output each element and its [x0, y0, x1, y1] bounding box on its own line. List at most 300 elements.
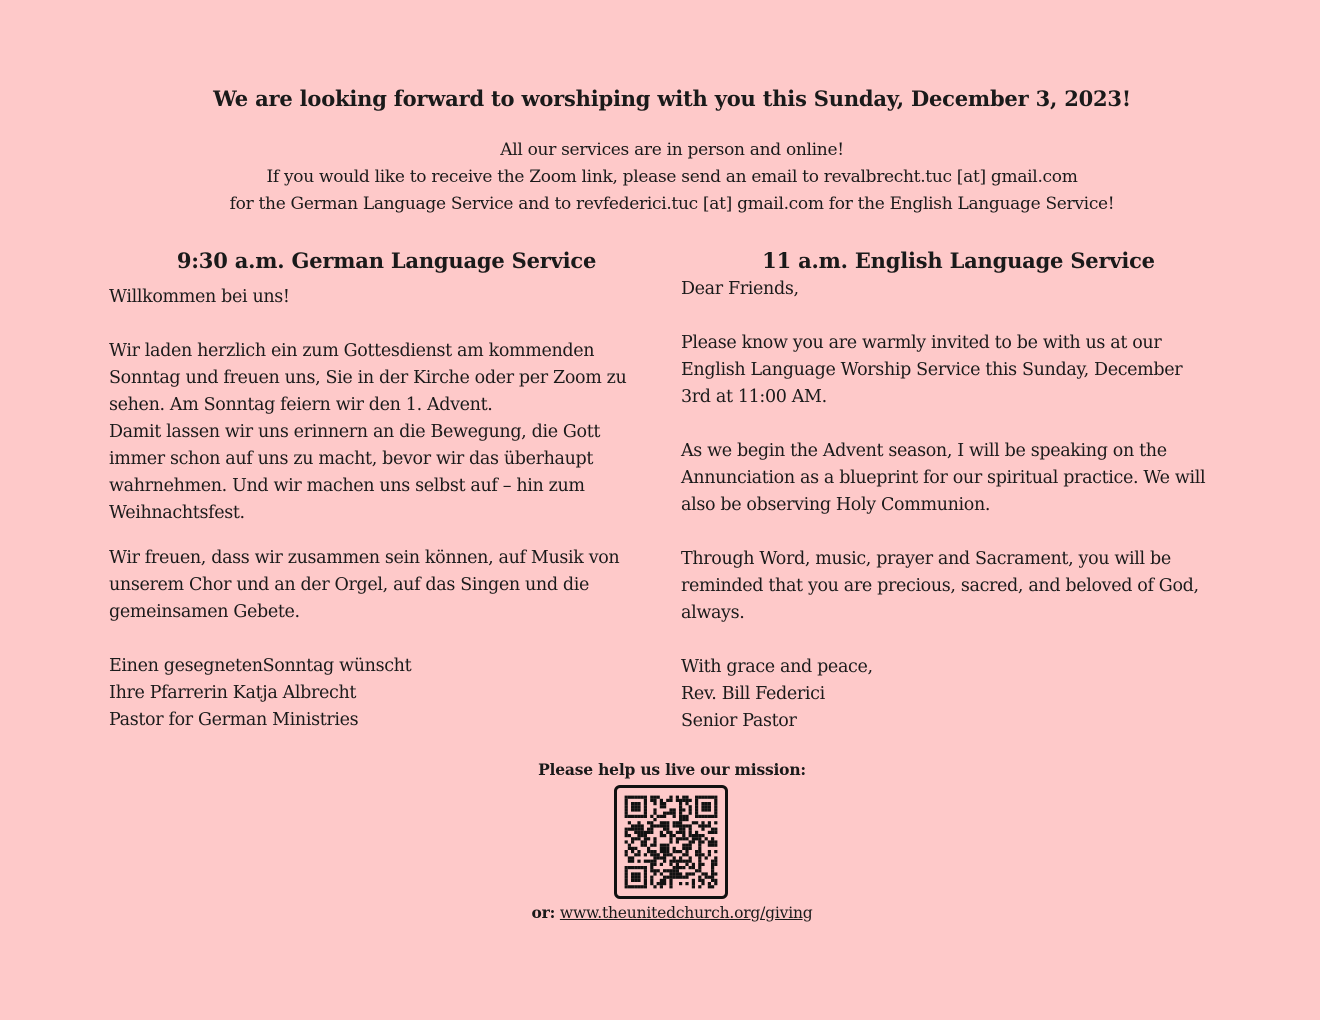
- qr-module: [650, 882, 653, 885]
- qr-module: [653, 840, 656, 843]
- english-text-line: Annunciation as a blueprint for our spiritual practice. We will: [681, 468, 1206, 488]
- qr-module: [689, 860, 692, 863]
- qr-module: [711, 828, 714, 831]
- english-text-line: Through Word, music, prayer and Sacrament, you will be: [681, 549, 1171, 569]
- qr-module: [689, 831, 692, 834]
- qr-module: [647, 821, 650, 824]
- qr-module: [682, 844, 685, 847]
- qr-module: [673, 834, 676, 837]
- qr-module: [625, 885, 628, 888]
- qr-module: [634, 837, 637, 840]
- qr-module: [714, 850, 717, 853]
- qr-module: [669, 812, 672, 815]
- qr-module: [663, 850, 666, 853]
- qr-module: [679, 860, 682, 863]
- qr-module: [685, 860, 688, 863]
- qr-module: [714, 796, 717, 799]
- qr-module: [701, 815, 704, 818]
- qr-module: [634, 815, 637, 818]
- qr-module: [682, 876, 685, 879]
- qr-module: [679, 866, 682, 869]
- qr-module: [669, 840, 672, 843]
- qr-module: [692, 885, 695, 888]
- english-text-line: English Language Worship Service this Sunday, December: [681, 360, 1183, 380]
- qr-module: [634, 831, 637, 834]
- qr-module: [666, 850, 669, 853]
- qr-module: [685, 818, 688, 821]
- qr-module: [644, 872, 647, 875]
- qr-module: [708, 802, 711, 805]
- qr-module: [711, 844, 714, 847]
- qr-module: [714, 844, 717, 847]
- qr-module: [711, 879, 714, 882]
- qr-module: [657, 869, 660, 872]
- qr-module: [663, 821, 666, 824]
- qr-module: [701, 796, 704, 799]
- qr-module: [653, 863, 656, 866]
- qr-module: [637, 805, 640, 808]
- qr-module: [653, 824, 656, 827]
- qr-module: [628, 844, 631, 847]
- qr-module: [625, 815, 628, 818]
- qr-module: [711, 863, 714, 866]
- german-signoff-line: Pastor for German Ministries: [109, 710, 359, 730]
- qr-module: [637, 808, 640, 811]
- qr-module: [685, 799, 688, 802]
- qr-module: [676, 837, 679, 840]
- qr-module: [653, 796, 656, 799]
- german-service-body: [109, 284, 664, 734]
- qr-module: [692, 882, 695, 885]
- qr-module: [634, 879, 637, 882]
- qr-module: [660, 847, 663, 850]
- qr-module: [669, 872, 672, 875]
- qr-module: [689, 799, 692, 802]
- qr-module: [631, 879, 634, 882]
- german-signoff-line: Einen gesegnetenSonntag wünscht: [109, 656, 412, 676]
- qr-module: [705, 837, 708, 840]
- qr-module: [673, 876, 676, 879]
- qr-module: [692, 821, 695, 824]
- qr-module: [641, 866, 644, 869]
- german-text-line: immer schon auf uns zu macht, bevor wir das überhaupt: [109, 449, 594, 469]
- qr-module: [679, 882, 682, 885]
- qr-module: [698, 840, 701, 843]
- german-text-line: Wir laden herzlich ein zum Gottesdienst am kommenden: [109, 341, 595, 361]
- qr-module: [644, 808, 647, 811]
- german-service-column: [109, 246, 664, 734]
- qr-module: [685, 824, 688, 827]
- qr-module: [682, 808, 685, 811]
- qr-module: [625, 812, 628, 815]
- qr-module: [711, 831, 714, 834]
- qr-module: [663, 834, 666, 837]
- qr-module: [692, 872, 695, 875]
- qr-module: [628, 828, 631, 831]
- german-text-line: sehen. Am Sonntag feiern wir den 1. Advent.: [109, 395, 493, 415]
- qr-module: [653, 802, 656, 805]
- qr-module: [660, 802, 663, 805]
- qr-module: [663, 853, 666, 856]
- qr-module: [698, 856, 701, 859]
- qr-module: [701, 808, 704, 811]
- qr-module: [663, 844, 666, 847]
- qr-module: [689, 834, 692, 837]
- german-text-line: wahrnehmen. Und wir machen uns selbst auf – hin zum: [109, 476, 585, 496]
- qr-module: [679, 831, 682, 834]
- qr-module: [679, 828, 682, 831]
- qr-module: [705, 815, 708, 818]
- qr-module: [631, 876, 634, 879]
- qr-module: [673, 856, 676, 859]
- qr-module: [695, 815, 698, 818]
- qr-module: [673, 866, 676, 869]
- qr-module: [682, 796, 685, 799]
- qr-module: [673, 860, 676, 863]
- qr-module: [666, 876, 669, 879]
- qr-module: [669, 837, 672, 840]
- german-text-line: Wir freuen, dass wir zusammen sein können, auf Musik von: [109, 548, 620, 568]
- qr-module: [650, 831, 653, 834]
- qr-module: [666, 828, 669, 831]
- qr-module: [666, 821, 669, 824]
- qr-module: [660, 815, 663, 818]
- qr-module: [637, 834, 640, 837]
- qr-module: [631, 805, 634, 808]
- qr-module: [673, 850, 676, 853]
- qr-module: [714, 879, 717, 882]
- english-signoff-line: Senior Pastor: [681, 711, 797, 731]
- qr-module: [679, 802, 682, 805]
- qr-module: [676, 869, 679, 872]
- qr-module: [663, 824, 666, 827]
- qr-module: [708, 850, 711, 853]
- qr-module: [695, 831, 698, 834]
- qr-module: [689, 805, 692, 808]
- qr-module: [701, 821, 704, 824]
- qr-module: [698, 885, 701, 888]
- qr-module: [682, 847, 685, 850]
- qr-module: [644, 844, 647, 847]
- qr-module: [673, 869, 676, 872]
- qr-module: [663, 812, 666, 815]
- qr-module: [631, 808, 634, 811]
- qr-module: [689, 866, 692, 869]
- qr-module: [695, 799, 698, 802]
- qr-module: [698, 853, 701, 856]
- qr-module: [660, 831, 663, 834]
- qr-module: [625, 805, 628, 808]
- qr-module: [685, 796, 688, 799]
- qr-module: [644, 796, 647, 799]
- qr-module: [708, 885, 711, 888]
- qr-module: [641, 824, 644, 827]
- qr-module: [711, 866, 714, 869]
- qr-module: [669, 799, 672, 802]
- qr-module: [631, 828, 634, 831]
- qr-module: [625, 869, 628, 872]
- qr-module: [666, 812, 669, 815]
- qr-module: [708, 831, 711, 834]
- german-text-line: gemeinsamen Gebete.: [109, 602, 300, 622]
- qr-module: [669, 863, 672, 866]
- qr-module: [679, 837, 682, 840]
- qr-module: [650, 796, 653, 799]
- qr-module: [650, 821, 653, 824]
- qr-module: [705, 805, 708, 808]
- intro-line: for the German Language Service and to revfederici.tuc [at] gmail.com for the English Language Service!: [229, 194, 1115, 214]
- qr-module: [660, 879, 663, 882]
- qr-module: [634, 885, 637, 888]
- qr-module: [647, 828, 650, 831]
- qr-module: [663, 815, 666, 818]
- german-service-title: 9:30 a.m. German Language Service: [176, 248, 597, 273]
- qr-module: [644, 805, 647, 808]
- qr-module: [705, 824, 708, 827]
- qr-module: [644, 799, 647, 802]
- qr-module: [673, 824, 676, 827]
- qr-module: [650, 869, 653, 872]
- qr-module: [650, 824, 653, 827]
- qr-module: [663, 882, 666, 885]
- qr-module: [685, 850, 688, 853]
- qr-module: [634, 808, 637, 811]
- qr-module: [695, 869, 698, 872]
- qr-module: [631, 866, 634, 869]
- intro-line: If you would like to receive the Zoom link, please send an email to revalbrecht.tuc [at] gmail.com: [266, 167, 1078, 187]
- qr-module: [631, 847, 634, 850]
- qr-module: [701, 802, 704, 805]
- german-text-line: Weihnachtsfest.: [109, 503, 245, 523]
- qr-module: [625, 882, 628, 885]
- qr-module: [660, 834, 663, 837]
- qr-module: [663, 828, 666, 831]
- qr-module: [653, 885, 656, 888]
- qr-module: [698, 837, 701, 840]
- qr-module: [663, 879, 666, 882]
- qr-module: [698, 844, 701, 847]
- qr-module: [689, 856, 692, 859]
- giving-line: [0, 903, 1320, 922]
- qr-module: [637, 866, 640, 869]
- qr-module: [679, 824, 682, 827]
- qr-module: [660, 850, 663, 853]
- qr-module: [708, 808, 711, 811]
- qr-module: [689, 812, 692, 815]
- qr-module: [628, 885, 631, 888]
- qr-module: [634, 824, 637, 827]
- qr-module: [641, 840, 644, 843]
- qr-module: [701, 834, 704, 837]
- qr-module: [634, 876, 637, 879]
- qr-module: [644, 876, 647, 879]
- qr-module: [660, 856, 663, 859]
- qr-module: [669, 860, 672, 863]
- qr-module: [682, 837, 685, 840]
- qr-module: [650, 828, 653, 831]
- qr-module: [698, 850, 701, 853]
- qr-module: [689, 872, 692, 875]
- qr-module: [650, 853, 653, 856]
- qr-module: [701, 824, 704, 827]
- qr-module: [695, 796, 698, 799]
- qr-module: [685, 876, 688, 879]
- qr-module: [657, 853, 660, 856]
- qr-module: [711, 876, 714, 879]
- qr-module: [663, 856, 666, 859]
- qr-module: [641, 831, 644, 834]
- qr-module: [682, 831, 685, 834]
- qr-module: [663, 802, 666, 805]
- english-text-line: also be observing Holy Communion.: [681, 495, 991, 515]
- qr-module: [637, 831, 640, 834]
- qr-module: [698, 847, 701, 850]
- qr-module: [660, 863, 663, 866]
- qr-module: [625, 802, 628, 805]
- qr-module: [679, 805, 682, 808]
- qr-module: [644, 879, 647, 882]
- qr-module: [666, 844, 669, 847]
- qr-module: [708, 821, 711, 824]
- qr-module: [653, 799, 656, 802]
- qr-module: [644, 860, 647, 863]
- qr-module: [685, 863, 688, 866]
- english-signoff-line: With grace and peace,: [681, 657, 873, 677]
- qr-module: [679, 872, 682, 875]
- qr-module: [705, 808, 708, 811]
- qr-module: [698, 863, 701, 866]
- qr-module: [676, 799, 679, 802]
- qr-module: [625, 840, 628, 843]
- qr-module: [644, 882, 647, 885]
- qr-module: [631, 796, 634, 799]
- qr-module: [705, 856, 708, 859]
- qr-module: [663, 847, 666, 850]
- qr-module: [650, 799, 653, 802]
- qr-module: [714, 828, 717, 831]
- qr-module: [625, 828, 628, 831]
- qr-module: [660, 805, 663, 808]
- qr-module: [625, 796, 628, 799]
- qr-module: [637, 824, 640, 827]
- qr-module: [647, 837, 650, 840]
- mission-label: Please help us live our mission:: [538, 760, 806, 779]
- qr-module: [669, 876, 672, 879]
- qr-module: [689, 824, 692, 827]
- qr-module: [682, 828, 685, 831]
- qr-module: [679, 815, 682, 818]
- qr-module: [692, 834, 695, 837]
- qr-module: [641, 844, 644, 847]
- qr-module: [634, 805, 637, 808]
- qr-module: [660, 882, 663, 885]
- qr-module: [657, 796, 660, 799]
- qr-module: [637, 821, 640, 824]
- qr-module: [650, 844, 653, 847]
- qr-module: [660, 821, 663, 824]
- qr-module: [650, 879, 653, 882]
- qr-module: [653, 860, 656, 863]
- qr-module: [682, 824, 685, 827]
- qr-module: [698, 834, 701, 837]
- qr-module: [701, 882, 704, 885]
- english-text-line: As we begin the Advent season, I will be speaking on the: [681, 441, 1167, 461]
- qr-module: [714, 808, 717, 811]
- qr-module: [634, 853, 637, 856]
- qr-module: [676, 824, 679, 827]
- qr-module: [698, 869, 701, 872]
- giving-link[interactable]: www.theunitedchurch.org/giving: [559, 904, 813, 922]
- qr-module: [676, 866, 679, 869]
- qr-module: [644, 853, 647, 856]
- qr-module: [714, 840, 717, 843]
- qr-module: [701, 805, 704, 808]
- qr-module: [644, 831, 647, 834]
- german-greeting: Willkommen bei uns!: [109, 287, 290, 307]
- qr-module: [714, 802, 717, 805]
- qr-module: [698, 796, 701, 799]
- qr-module: [669, 834, 672, 837]
- qr-module: [625, 872, 628, 875]
- qr-module: [669, 796, 672, 799]
- qr-module: [689, 840, 692, 843]
- qr-module: [695, 808, 698, 811]
- qr-module: [698, 860, 701, 863]
- english-text-line: Please know you are warmly invited to be with us at our: [681, 333, 1162, 353]
- qr-module: [631, 856, 634, 859]
- qr-module: [679, 799, 682, 802]
- qr-module: [666, 824, 669, 827]
- qr-module: [631, 850, 634, 853]
- qr-module: [666, 869, 669, 872]
- qr-module: [653, 856, 656, 859]
- qr-module: [708, 844, 711, 847]
- qr-module: [714, 863, 717, 866]
- qr-module: [650, 815, 653, 818]
- qr-module: [666, 847, 669, 850]
- qr-module: [695, 850, 698, 853]
- qr-module: [708, 815, 711, 818]
- german-signoff-line: Ihre Pfarrerin Katja Albrecht: [109, 683, 357, 703]
- qr-module: [647, 831, 650, 834]
- qr-module: [679, 856, 682, 859]
- qr-module: [695, 834, 698, 837]
- qr-module: [631, 872, 634, 875]
- qr-module: [689, 808, 692, 811]
- qr-module: [634, 796, 637, 799]
- qr-module: [625, 799, 628, 802]
- qr-module: [637, 837, 640, 840]
- qr-module: [676, 860, 679, 863]
- qr-module: [666, 853, 669, 856]
- qr-module: [692, 863, 695, 866]
- qr-module: [641, 796, 644, 799]
- qr-module: [634, 847, 637, 850]
- qr-module: [669, 869, 672, 872]
- qr-module: [692, 866, 695, 869]
- qr-module: [644, 866, 647, 869]
- qr-module: [653, 872, 656, 875]
- qr-module: [653, 853, 656, 856]
- qr-code-icon[interactable]: [614, 785, 728, 899]
- qr-module: [653, 844, 656, 847]
- qr-module: [714, 856, 717, 859]
- qr-module: [708, 796, 711, 799]
- qr-module: [650, 863, 653, 866]
- qr-module: [689, 847, 692, 850]
- qr-module: [644, 834, 647, 837]
- qr-module: [669, 885, 672, 888]
